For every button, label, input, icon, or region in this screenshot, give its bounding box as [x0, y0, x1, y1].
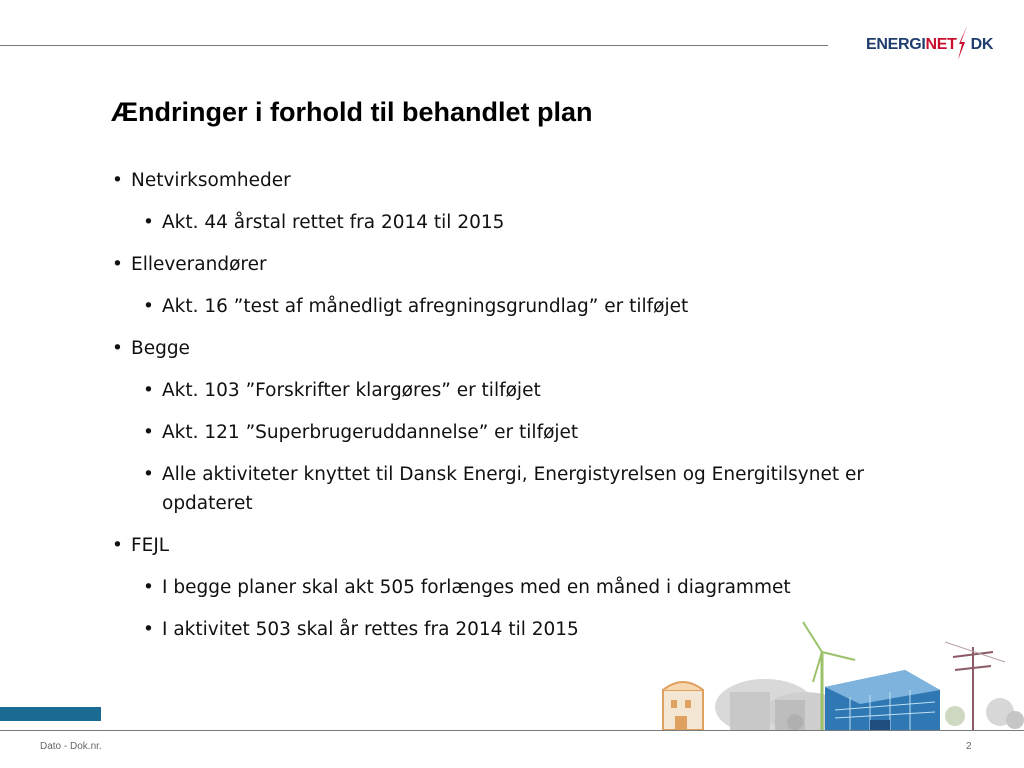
- bullet-text: Elleverandører: [131, 254, 267, 275]
- bullet-text: Netvirksomheder: [131, 170, 291, 191]
- logo-lightning-icon: [956, 26, 970, 60]
- bullet-list: [112, 166, 912, 644]
- bullet-text: Begge: [131, 338, 190, 359]
- bullet-text: FEJL: [131, 535, 170, 556]
- sub-bullet-item: [112, 376, 912, 405]
- sub-bullet-text: Alle aktiviteter knyttet til Dansk Energi, Energistyrelsen og Energitilsynet er opdateret: [162, 464, 864, 514]
- bullet-icon: •: [143, 296, 154, 317]
- bullet-icon: •: [112, 338, 123, 359]
- logo-text-net: NET: [925, 36, 957, 53]
- bullet-icon: •: [112, 535, 123, 556]
- energy-landscape-illustration: [655, 612, 1024, 730]
- sub-bullet-item: [112, 208, 912, 237]
- sub-bullet-item: [112, 418, 912, 447]
- logo-text-dk: DK: [970, 36, 994, 53]
- bullet-icon: •: [143, 380, 154, 401]
- bullet-icon: •: [143, 619, 154, 640]
- sub-bullet-text: Akt. 121 ”Superbrugeruddannelse” er tilføjet: [162, 422, 579, 443]
- footer-date-docnr: Dato - Dok.nr.: [40, 741, 102, 752]
- sub-bullet-item: [112, 292, 912, 321]
- footer-accent-bar: [0, 707, 101, 721]
- sub-bullet-text: Akt. 16 ”test af månedligt afregningsgrundlag” er tilføjet: [162, 296, 689, 317]
- logo-text-energi: ENERGI: [866, 36, 926, 53]
- bullet-icon: •: [143, 577, 154, 598]
- bullet-item-netvirksomheder: [112, 166, 912, 195]
- bullet-icon: •: [143, 464, 154, 485]
- bullet-icon: •: [112, 254, 123, 275]
- header-divider: [0, 45, 828, 46]
- bullet-icon: •: [112, 170, 123, 191]
- bullet-item-fejl: [112, 531, 912, 560]
- sub-bullet-item: [112, 573, 912, 602]
- sub-bullet-text: I begge planer skal akt 505 forlænges med en måned i diagrammet: [162, 577, 791, 598]
- sub-bullet-text: I aktivitet 503 skal år rettes fra 2014 til 2015: [162, 619, 579, 640]
- slide-title: Ændringer i forhold til behandlet plan: [111, 97, 593, 127]
- sub-bullet-item: [112, 460, 902, 518]
- energinet-logo: [864, 26, 994, 60]
- logo-wordmark: [866, 36, 993, 54]
- page-number: 2: [966, 741, 972, 752]
- sub-bullet-text: Akt. 44 årstal rettet fra 2014 til 2015: [162, 212, 505, 233]
- footer-divider: [0, 730, 1024, 731]
- sub-bullet-text: Akt. 103 ”Forskrifter klargøres” er tilføjet: [162, 380, 541, 401]
- bullet-icon: •: [143, 422, 154, 443]
- bullet-item-elleverandorer: [112, 250, 912, 279]
- bullet-icon: •: [143, 212, 154, 233]
- bullet-item-begge: [112, 334, 912, 363]
